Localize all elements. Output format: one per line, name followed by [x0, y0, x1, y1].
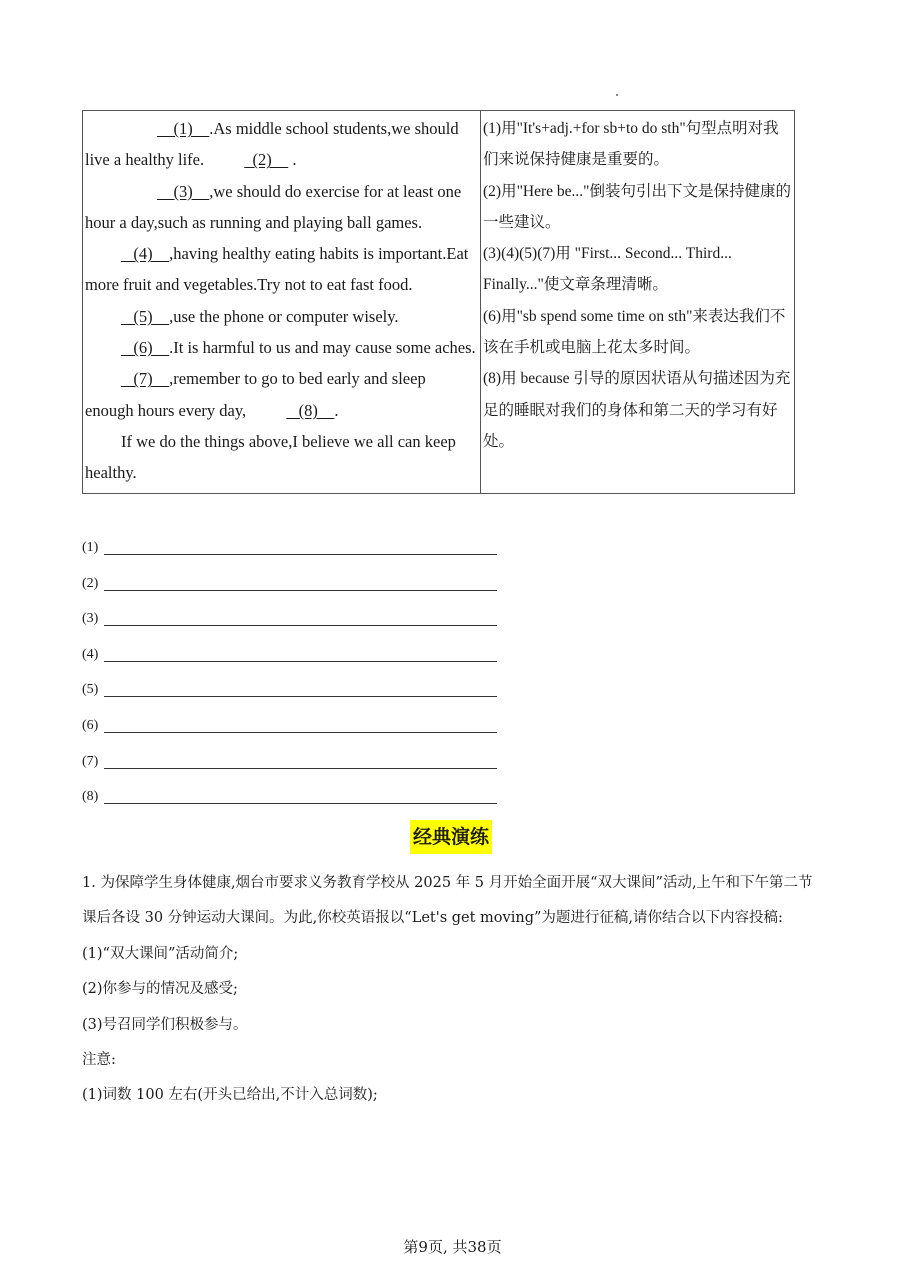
- answer-number: (1): [82, 540, 99, 555]
- essay-text: ,we should do exercise for at least one hour a day,such as running and playing ball games.: [85, 181, 462, 232]
- essay-paragraph: [85, 426, 478, 489]
- answer-row: [82, 611, 512, 647]
- hint-list: [483, 113, 792, 457]
- section-title: 经典演练: [410, 820, 492, 854]
- essay-paragraphs: [85, 113, 478, 489]
- note-label: 注意:: [82, 1052, 116, 1069]
- essay-table: [82, 110, 795, 494]
- question-intro: 1. 为保障学生身体健康,烟台市要求义务教育学校从 2025 年 5 月开始全面开展“双大课间”活动,上午和下午第二节课后各设 30 分钟运动大课间。为此,你校英语报以“Let's get moving”为题进行征稿,请你结合以下内容投稿:: [82, 875, 813, 927]
- question-point-1: (1)“双大课间”活动简介;: [82, 945, 239, 962]
- hint-item: (1)用"It's+adj.+for sb+to do sth"句型点明对我们来说保持健康是重要的。: [483, 120, 779, 169]
- answer-number: (6): [82, 717, 99, 733]
- answer-number: (3): [82, 611, 99, 627]
- answer-number: (8): [82, 789, 99, 805]
- answer-underline[interactable]: [104, 576, 497, 591]
- essay-text-cell: [83, 111, 481, 494]
- answer-blank: (5): [121, 306, 170, 326]
- question-point-2: (2)你参与的情况及感受;: [82, 981, 238, 998]
- essay-text: ,use the phone or computer wisely.: [169, 306, 399, 326]
- hint-item: (8)用 because 引导的原因状语从句描述因为充足的睡眠对我们的身体和第二天的学习有好处。: [483, 370, 791, 450]
- answer-underline[interactable]: [104, 789, 497, 804]
- page-number: 第9页, 共38页: [403, 1238, 502, 1256]
- answer-blank: (1): [157, 119, 210, 138]
- answer-underline[interactable]: [104, 647, 497, 662]
- answer-underline[interactable]: [104, 754, 497, 769]
- answer-blank: (7): [121, 369, 170, 389]
- hint-item: (2)用"Here be..."倒装句引出下文是保持健康的一些建议。: [483, 182, 791, 231]
- essay-text: .As middle school students,we should live a healthy life.: [85, 119, 459, 170]
- answer-number: (7): [82, 753, 99, 769]
- answer-blank: (3): [157, 181, 210, 201]
- answer-lines: [82, 540, 512, 825]
- answer-row: [82, 754, 512, 790]
- answer-underline[interactable]: [104, 611, 497, 626]
- question-point-3: (3)号召同学们积极参与。: [82, 1016, 248, 1033]
- answer-row: [82, 576, 512, 612]
- answer-row: [82, 718, 512, 754]
- essay-text: .: [288, 150, 297, 170]
- essay-text: If we do the things above,I believe we all can keep healthy.: [85, 431, 456, 483]
- answer-underline[interactable]: [104, 682, 497, 697]
- essay-paragraph: [85, 113, 478, 176]
- answer-row: [82, 682, 512, 718]
- hints-cell: [481, 111, 795, 494]
- hint-item: (6)用"sb spend some time on sth"来表达我们不该在手机或电脑上花太多时间。: [483, 307, 786, 357]
- answer-blank: (4): [121, 244, 170, 264]
- answer-row: [82, 540, 512, 576]
- answer-underline[interactable]: [104, 718, 497, 733]
- answer-number: (5): [82, 682, 99, 698]
- essay-paragraph: [85, 176, 478, 426]
- essay-text: .It is harmful to us and may cause some aches.: [169, 338, 476, 358]
- answer-underline[interactable]: [104, 540, 497, 555]
- note-1: (1)词数 100 左右(开头已给出,不计入总词数);: [82, 1087, 378, 1104]
- answer-number: (4): [82, 646, 99, 662]
- answer-blank: (2): [244, 150, 289, 170]
- scan-dot: [616, 94, 618, 96]
- hint-item: (3)(4)(5)(7)用 "First... Second... Third... Finally..."使文章条理清晰。: [483, 245, 732, 294]
- essay-text: .: [334, 400, 339, 420]
- essay-text: ,remember to go to bed early and sleep enough hours every day,: [85, 369, 426, 420]
- answer-blank: (8): [286, 400, 335, 420]
- answer-row: [82, 647, 512, 683]
- essay-text: ,having healthy eating habits is important.Eat more fruit and vegetables.Try not to eat fast food.: [85, 244, 469, 295]
- writing-question: [82, 866, 824, 1114]
- answer-number: (2): [82, 575, 99, 591]
- answer-blank: (6): [121, 338, 170, 358]
